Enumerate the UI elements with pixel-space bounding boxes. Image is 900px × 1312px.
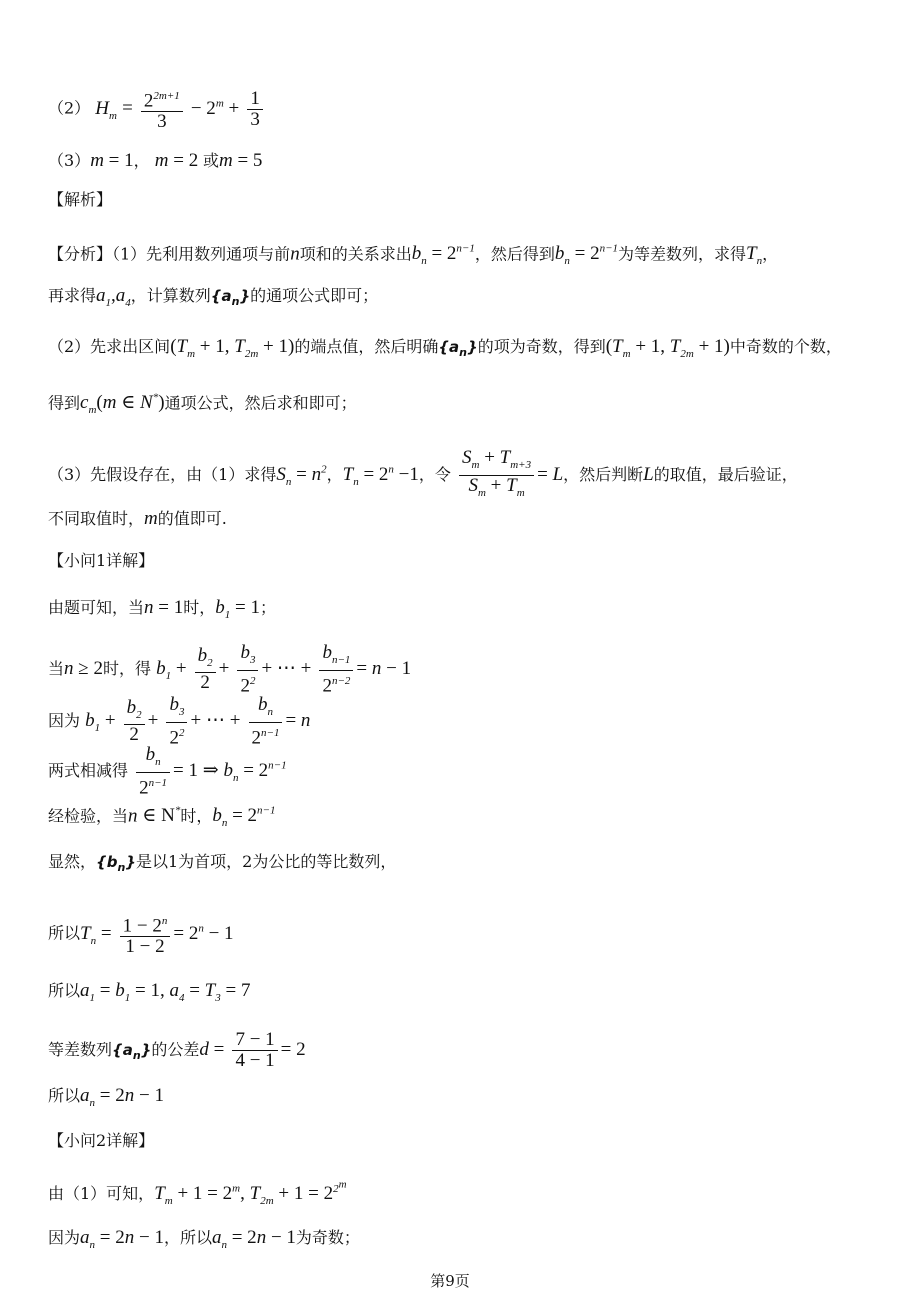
step-1: 由题可知，当n = 1时，$b_1 = 1$； bbox=[48, 597, 276, 621]
analysis-heading: 【解析】 bbox=[48, 190, 113, 209]
analysis-1: 【分析】（1）先利用数列通项与前n项和的关系求出$b_n = 2^{n-1}$，然后得到$b_n = 2^{n-1}$为等差数列，求得$T_n$， bbox=[48, 243, 779, 268]
analysis-6: 不同取值时，m的值即可. bbox=[48, 508, 227, 529]
analysis-5: （3）先假设存在，由（1）求得$S_n = n^2$，$T_n = 2^n -1$，令 $\frac{S_m + T_{m+3}}{S_m + T_m}$ = L，然后判断L的取值，最后验证， bbox=[48, 447, 798, 499]
step-9: 等差数列$\{a_n\}$的公差d = $\frac{7 - 1}{4 - 1}$ = 2 bbox=[48, 1029, 306, 1071]
sub-question-2-heading: 【小问2详解】 bbox=[48, 1131, 155, 1150]
analysis-2: 再求得$a_1,a_4$，计算数列$\{a_n\}$的通项公式即可； bbox=[48, 285, 379, 309]
step-6: 显然，$\{b_n\}$是以1为首项，2为公比的等比数列， bbox=[48, 852, 397, 874]
step-3: 因为 $b_1$ + $\frac{b_2}{2}$ + $\frac{b_3}{2^2}$ + ⋯ + $\frac{b_n}{2^{n-1}}$ = n bbox=[48, 694, 311, 749]
step-8: 所以$a_1 = b_1 = 1$, $a_4 = T_3 = 7$ bbox=[48, 980, 251, 1004]
step-7: 所以$T_n$ = $\frac{1 - 2^n}{1 - 2}$ = $2^n - 1$ bbox=[48, 911, 234, 957]
step-2: 当n ≥ 2时，得 $b_1$ + $\frac{b_2}{2}$ + $\frac{b_3}{2^2}$ + ⋯ + $\frac{b_{n-1}}{2^{n-2}}$ = n − 1 bbox=[48, 642, 412, 697]
analysis-4: 得到$c_m(m$ ∈ N*)通项公式，然后求和即可； bbox=[48, 392, 357, 417]
step-4: 两式相减得 $\frac{b_n}{2^{n-1}}$ = 1 ⇒ $b_n = 2^{n-1}$ bbox=[48, 744, 287, 799]
step-10: 所以$a_n = 2n - 1$ bbox=[48, 1085, 164, 1109]
step-5: 经检验，当n ∈ N*时，$b_n = 2^{n-1}$ bbox=[48, 805, 276, 830]
answer-part3: （3）m = 1， m = 2 或m = 5 bbox=[48, 150, 263, 171]
step-12: 因为$a_n = 2n - 1$，所以$a_n = 2n - 1$为奇数； bbox=[48, 1227, 360, 1251]
answer-part2: （2） $H_m$ = $\frac{2^{2m+1}}{3}$ − $2^m$ + $\frac{1}{3}$ bbox=[48, 86, 266, 132]
step-11: 由（1）可知，$T_m + 1 = 2^m$, $T_{2m} + 1 = 2^{2^m}$ bbox=[48, 1178, 347, 1207]
analysis-3: （2）先求出区间($T_m + 1$, $T_{2m} + 1$)的端点值，然后明确$\{a_n\}$的项为奇数，得到($T_m + 1$, $T_{2m} + 1$)中奇数的个数， bbox=[48, 336, 842, 360]
page-number: 第9页 bbox=[430, 1272, 470, 1290]
sub-question-1-heading: 【小问1详解】 bbox=[48, 551, 155, 570]
